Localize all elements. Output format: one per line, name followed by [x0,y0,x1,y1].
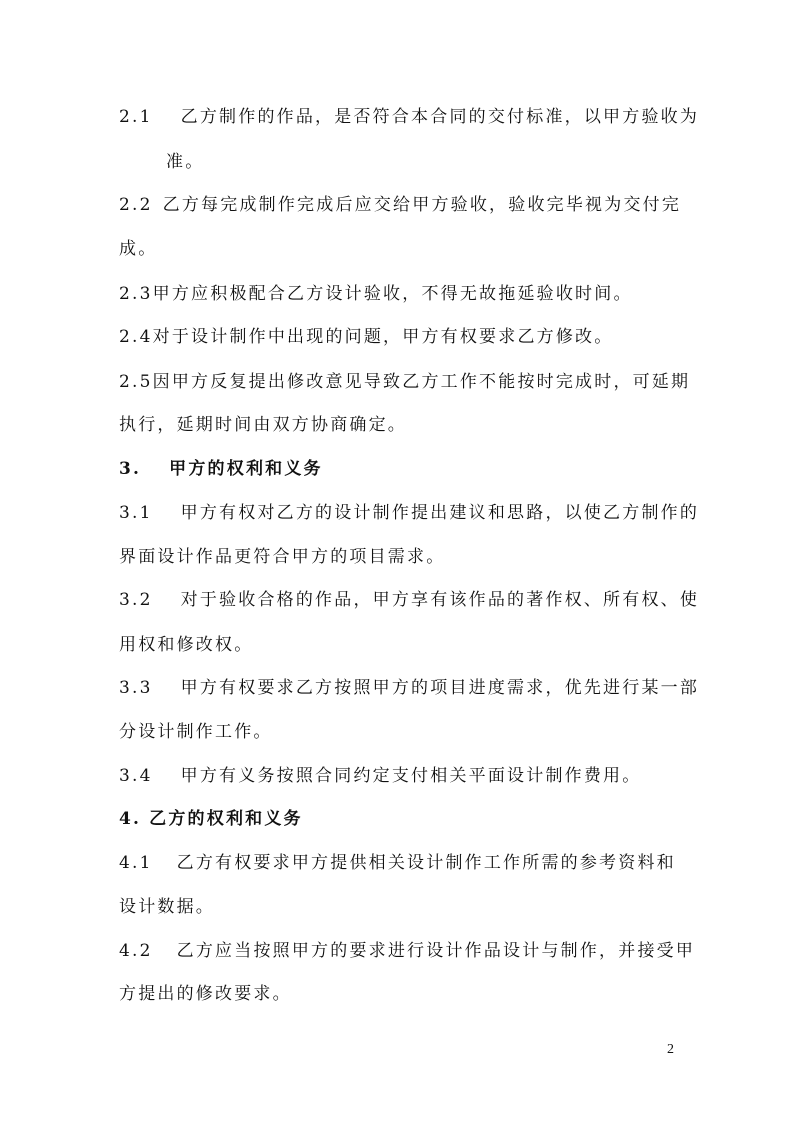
clause-text: 甲方有义务按照合同约定支付相关平面设计制作费用。 [180,766,642,786]
section-title: 乙方的权利和义务 [149,809,303,829]
clause-3-3-continuation [119,721,273,743]
clause-3-4 [119,765,641,787]
section-4-heading [119,808,303,830]
clause-number: 2.2 [119,195,153,215]
clause-text: 乙方应当按照甲方的要求进行设计作品设计与制作，并接受甲 [176,941,696,961]
clause-text: 准。 [166,152,205,172]
clause-2-4 [119,326,613,348]
clause-number: 2.4 [119,327,153,347]
clause-text: 成。 [119,239,158,259]
clause-text: 执行，延期时间由双方协商确定。 [119,415,407,435]
page-number: 2 [667,1042,674,1057]
clause-number: 3.2 [119,590,153,610]
clause-number: 3.3 [119,678,153,698]
clause-text: 界面设计作品更符合甲方的项目需求。 [119,547,446,567]
clause-text: 方提出的修改要求。 [119,984,292,1004]
clause-text: 乙方制作的作品，是否符合本合同的交付标准，以甲方验收为 [180,107,700,127]
clause-2-5-continuation [119,414,407,436]
clause-4-1 [119,852,676,874]
clause-number: 4.2 [119,941,153,961]
clause-2-2-continuation [119,238,157,260]
section-number: 4. [119,809,142,829]
clause-3-2-continuation [119,634,253,656]
clause-4-2 [119,940,695,962]
clause-2-2 [119,194,681,216]
clause-3-3 [119,677,699,699]
clause-number: 3.1 [119,503,153,523]
clause-2-1 [119,106,699,128]
clause-2-3 [119,283,633,305]
clause-2-1-continuation [166,151,204,173]
section-number: 3. [119,459,142,479]
clause-text: 乙方有权要求甲方提供相关设计制作工作所需的参考资料和 [176,853,676,873]
clause-text: 甲方有权要求乙方按照甲方的项目进度需求，优先进行某一部 [180,678,700,698]
clause-number: 2.1 [119,107,153,127]
clause-text: 设计数据。 [119,897,215,917]
clause-3-2 [119,589,699,611]
clause-text: 用权和修改权。 [119,635,254,655]
clause-text: 因甲方反复提出修改意见导致乙方工作不能按时完成时，可延期 [152,372,691,392]
clause-3-1-continuation [119,546,445,568]
clause-2-5 [119,371,690,393]
clause-3-1 [119,502,699,524]
section-title: 甲方的权利和义务 [169,459,323,479]
clause-number: 2.3 [119,284,153,304]
clause-number: 4.1 [119,853,153,873]
clause-number: 2.5 [119,372,153,392]
clause-number: 3.4 [119,766,153,786]
clause-text: 甲方应积极配合乙方设计验收，不得无故拖延验收时间。 [152,284,633,304]
section-3-heading [119,458,323,480]
clause-4-2-continuation [119,983,292,1005]
clause-text: 分设计制作工作。 [119,722,273,742]
clause-text: 对于设计制作中出现的问题，甲方有权要求乙方修改。 [152,327,614,347]
clause-text: 对于验收合格的作品，甲方享有该作品的著作权、所有权、使 [180,590,700,610]
clause-text: 乙方每完成制作完成后应交给甲方验收，验收完毕视为交付完 [162,195,682,215]
clause-text: 甲方有权对乙方的设计制作提出建议和思路，以使乙方制作的 [180,503,700,523]
clause-4-1-continuation [119,896,215,918]
